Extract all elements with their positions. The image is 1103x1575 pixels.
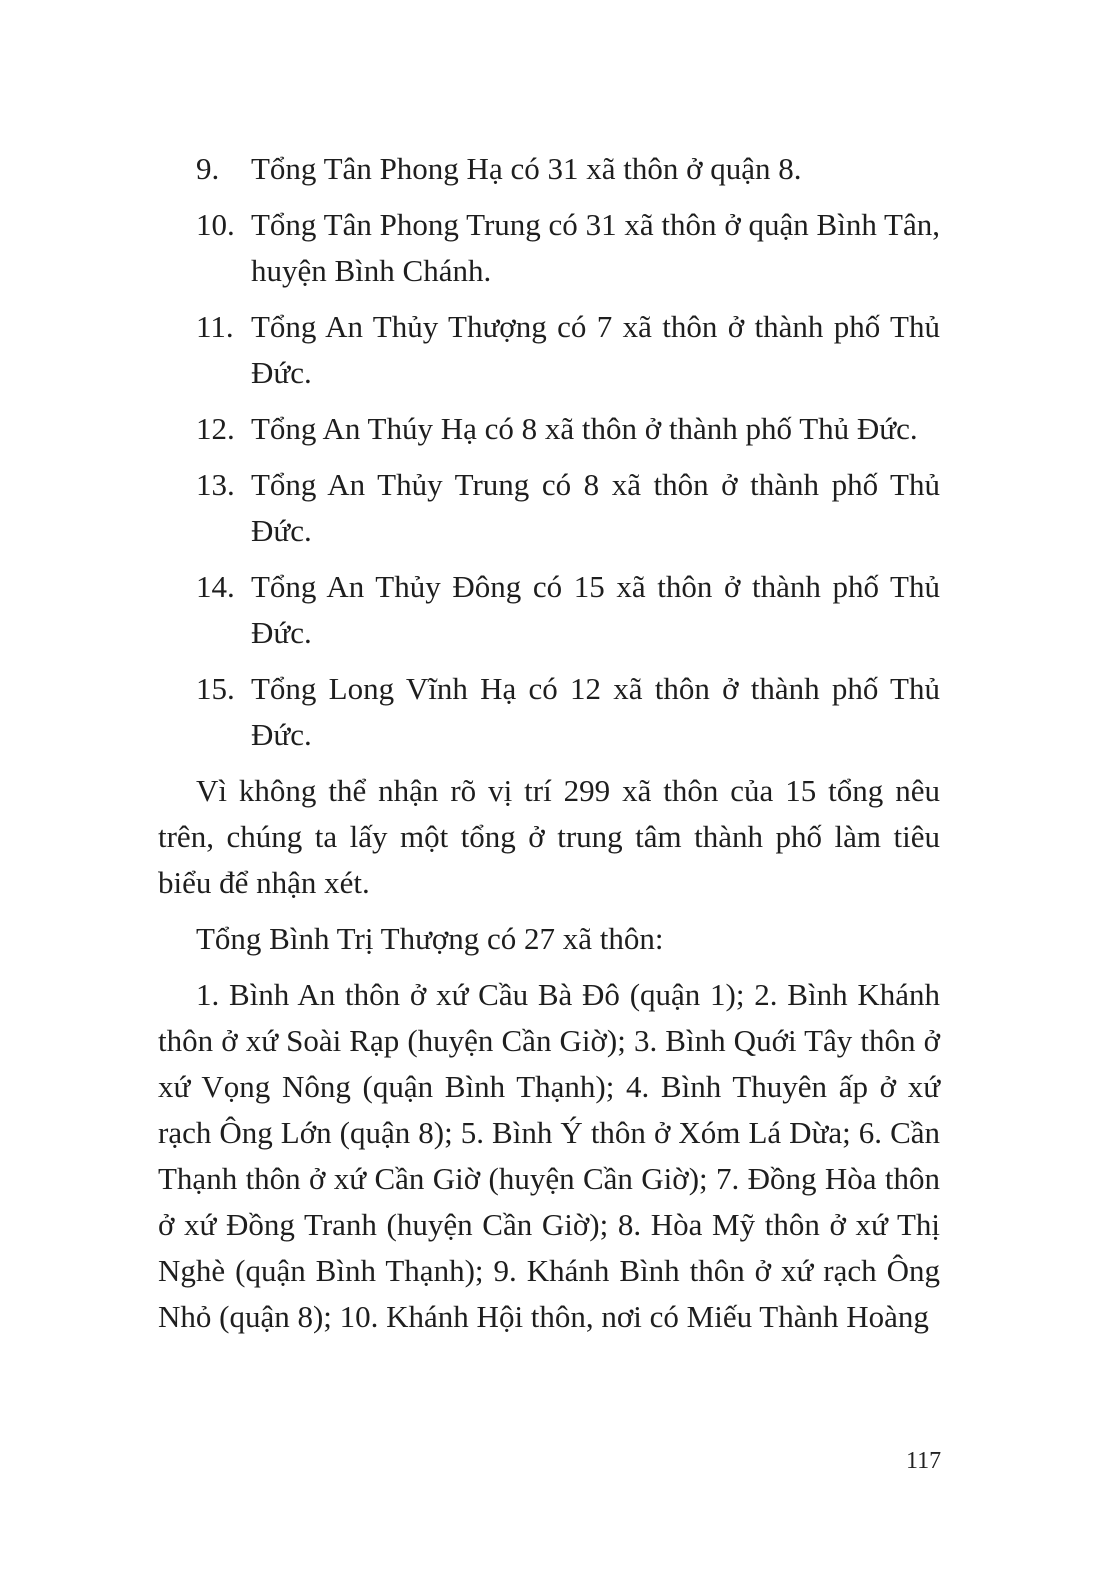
list-item-number: 15. [196,671,235,706]
body-text [158,146,940,1340]
list-item [158,304,940,396]
list-item [158,202,940,294]
list-item [158,564,940,656]
list-item-text: Tổng An Thủy Trung có 8 xã thôn ở thành phố Thủ Đức. [251,467,940,548]
list-item [158,462,940,554]
list-item-text: Tổng Tân Phong Trung có 31 xã thôn ở quận Bình Tân, huyện Bình Chánh. [251,207,940,288]
paragraph-heading: Tổng Bình Trị Thượng có 27 xã thôn: [196,921,664,956]
page-number: 117 [906,1448,942,1474]
list-item-text: Tổng Long Vĩnh Hạ có 12 xã thôn ở thành phố Thủ Đức. [251,671,940,752]
list-item [158,406,940,452]
list-item-text: Tổng An Thủy Đông có 15 xã thôn ở thành phố Thủ Đức. [251,569,940,650]
list-item-number: 10. [196,207,235,242]
list-item-text: Tổng An Thúy Hạ có 8 xã thôn ở thành phố Thủ Đức. [251,411,918,446]
list-item-number: 13. [196,467,235,502]
list-item [158,666,940,758]
list-item-number: 9. [196,151,220,186]
list-item-number: 11. [196,309,234,344]
paragraph-intro: Vì không thể nhận rõ vị trí 299 xã thôn của 15 tổng nêu trên, chúng ta lấy một tổng ở trung tâm thành phố làm tiêu biểu để nhận xét. [158,773,940,900]
list-item-text: Tổng An Thủy Thượng có 7 xã thôn ở thành phố Thủ Đức. [251,309,940,390]
list-item-number: 12. [196,411,235,446]
paragraph-village-list: 1. Bình An thôn ở xứ Cầu Bà Đô (quận 1); 2. Bình Khánh thôn ở xứ Soài Rạp (huyện Cần Giờ); 3. Bình Quới Tây thôn ở xứ Vọng Nông (quận Bình Thạnh); 4. Bình Thuyên ấp ở xứ rạch Ông Lớn (quận 8); 5. Bình Ý thôn ở Xóm Lá Dừa; 6. Cần Thạnh thôn ở xứ Cần Giờ (huyện Cần Giờ); 7. Đồng Hòa thôn ở xứ Đồng Tranh (huyện Cần Giờ); 8. Hòa Mỹ thôn ở xứ Thị Nghè (quận Bình Thạnh); 9. Khánh Bình thôn ở xứ rạch Ông Nhỏ (quận 8); 10. Khánh Hội thôn, nơi có Miếu Thành Hoàng [158,977,940,1334]
list-item-text: Tổng Tân Phong Hạ có 31 xã thôn ở quận 8. [251,151,802,186]
list-item [158,146,940,192]
list-item-number: 14. [196,569,235,604]
